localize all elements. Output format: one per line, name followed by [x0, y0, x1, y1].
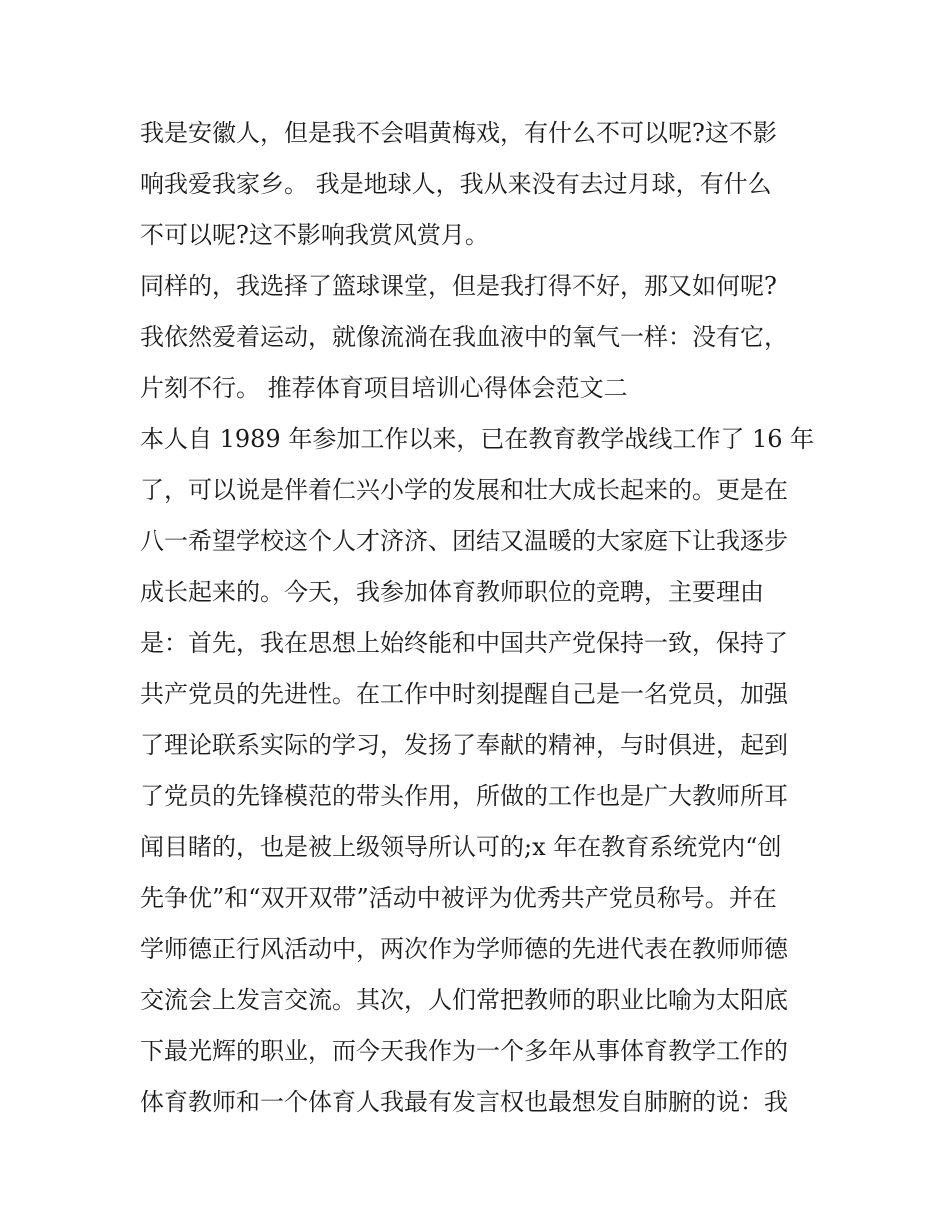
text-line-19: 下最光辉的职业，而今天我作为一个多年从事体育教学工作的 [140, 1037, 788, 1065]
text-line-18: 交流会上发言交流。其次，人们常把教师的职业比喻为太阳底 [140, 986, 788, 1014]
text-line-12: 共产党员的先进性。在工作中时刻提醒自己是一名党员，加强 [140, 680, 788, 708]
text-line-2: 响我爱我家乡。 我是地球人，我从来没有去过月球，有什么 [140, 170, 772, 198]
text-line-4: 同样的，我选择了篮球课堂，但是我打得不好，那又如何呢? [140, 272, 777, 300]
text-line-7: 本人自 1989 年参加工作以来，已在教育教学战线工作了 16 年 [140, 425, 815, 453]
text-line-16: 先争优”和“双开双带”活动中被评为优秀共产党员称号。并在 [140, 884, 777, 912]
text-line-8: 了，可以说是伴着仁兴小学的发展和壮大成长起来的。更是在 [140, 476, 788, 504]
text-line-1: 我是安徽人，但是我不会唱黄梅戏，有什么不可以呢?这不影 [140, 119, 777, 147]
text-line-17: 学师德正行风活动中，两次作为学师德的先进代表在教师师德 [140, 935, 788, 963]
document-body [140, 108, 830, 1128]
text-line-5: 我依然爱着运动，就像流淌在我血液中的氧气一样：没有它， [140, 323, 788, 351]
text-line-6: 片刻不行。 推荐体育项目培训心得体会范文二 [140, 374, 628, 402]
text-line-14: 了党员的先锋模范的带头作用，所做的工作也是广大教师所耳 [140, 782, 788, 810]
text-line-15: 闻目睹的，也是被上级领导所认可的;x 年在教育系统党内“创 [140, 833, 782, 861]
text-line-11: 是：首先，我在思想上始终能和中国共产党保持一致，保持了 [140, 629, 788, 657]
text-line-3: 不可以呢?这不影响我赏风赏月。 [140, 221, 489, 249]
text-line-10: 成长起来的。今天，我参加体育教师职位的竞聘，主要理由 [140, 578, 764, 606]
text-line-13: 了理论联系实际的学习，发扬了奉献的精神，与时俱进，起到 [140, 731, 788, 759]
text-line-20: 体育教师和一个体育人我最有发言权也最想发自肺腑的说：我 [140, 1088, 788, 1116]
text-line-9: 八一希望学校这个人才济济、团结又温暖的大家庭下让我逐步 [140, 527, 788, 555]
